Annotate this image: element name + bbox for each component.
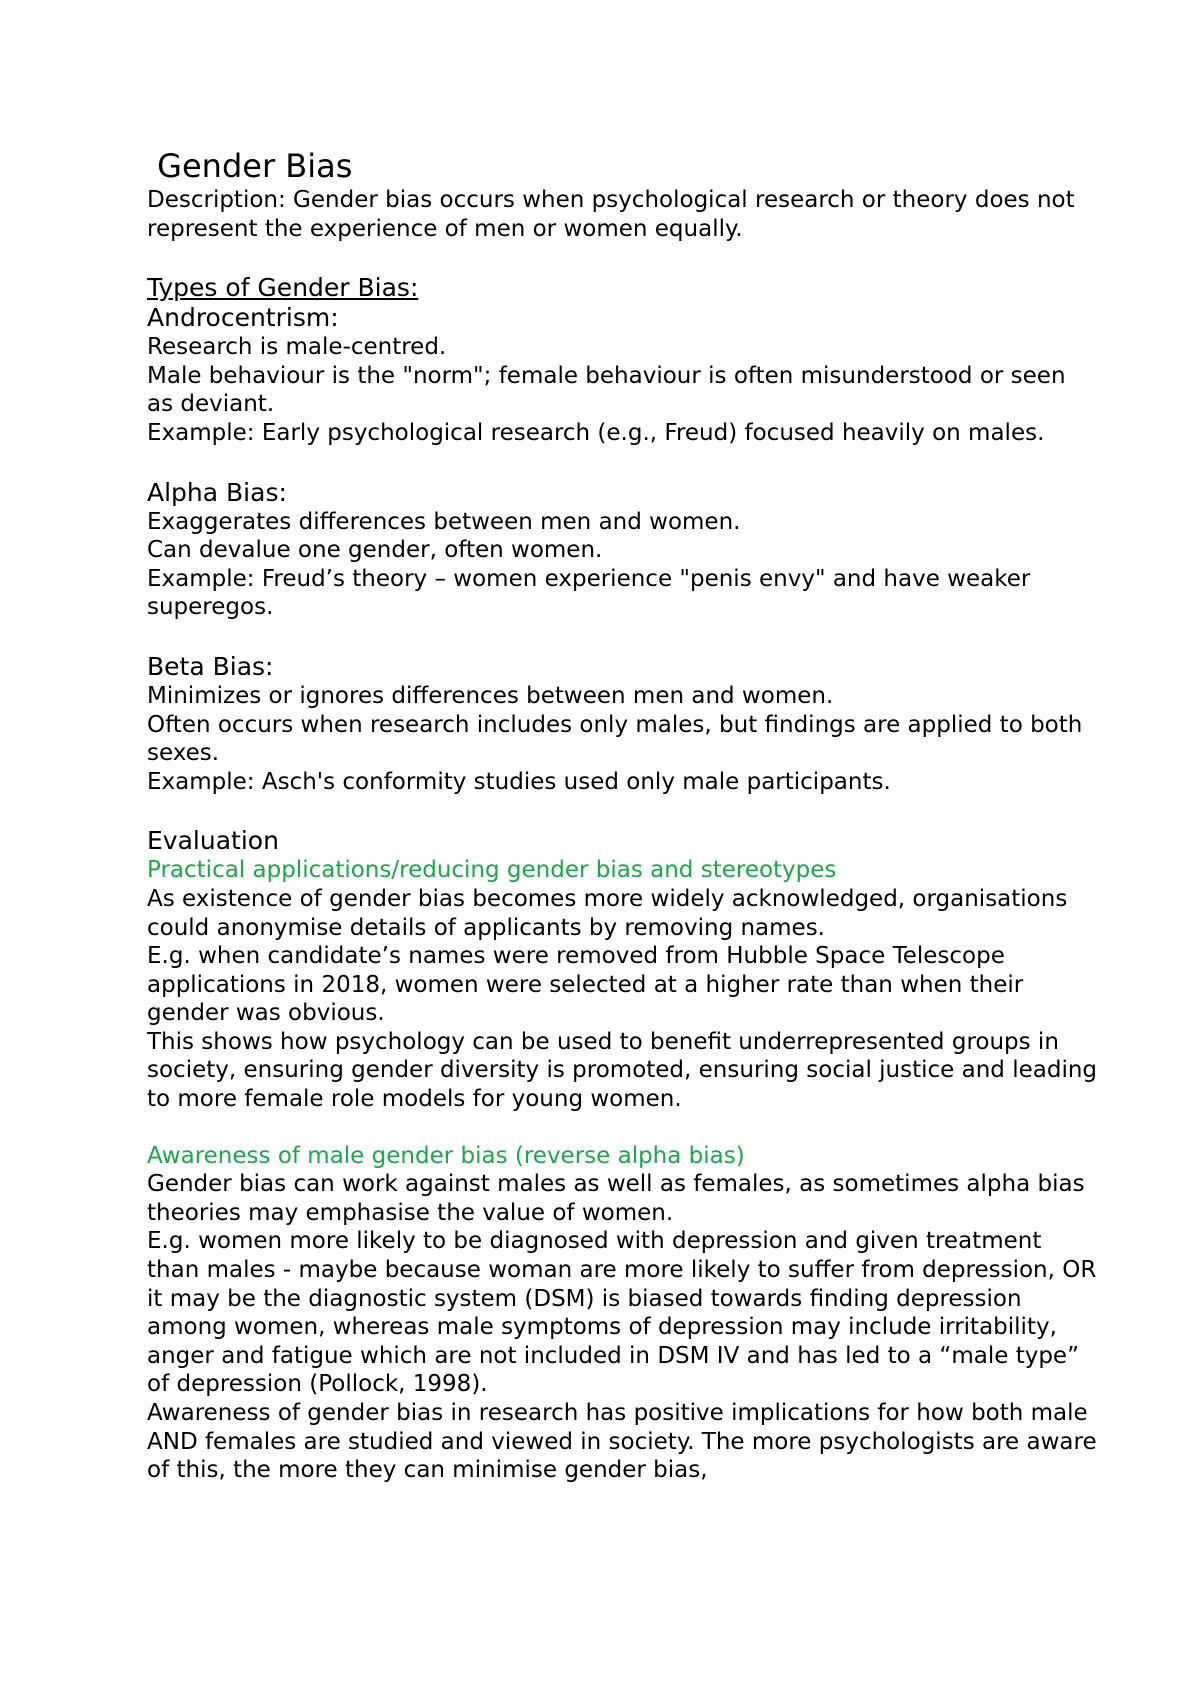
- evaluation-point-line: E.g. when candidate’s names were removed from Hubble Space Telescope applications in 2018, women were selected at a higher rate than when their gender was obvious.: [147, 943, 1024, 1027]
- evaluation-point-line: This shows how psychology can be used to benefit underrepresented groups in society, ensuring gender diversity is promoted, ensuring social justice and leading to more female role models for young women.: [147, 1028, 1098, 1113]
- description-text: Description: Gender bias occurs when psychological research or theory does not represent the experience of men or women equally.: [147, 187, 1075, 242]
- beta-bias-line: Minimizes or ignores differences between men and women.: [147, 682, 834, 709]
- androcentrism-heading: Androcentrism:: [147, 303, 339, 333]
- androcentrism-line: Example: Early psychological research (e.g., Freud) focused heavily on males.: [147, 419, 1045, 446]
- document-title: Gender Bias: [147, 147, 353, 185]
- types-heading: Types of Gender Bias:: [147, 273, 419, 303]
- document-page: [147, 146, 1097, 1485]
- alpha-bias-line: Exaggerates differences between men and women.: [147, 508, 741, 535]
- alpha-bias-line: Example: Freud’s theory – women experience "penis envy" and have weaker superegos.: [147, 565, 1031, 621]
- evaluation-point-line: E.g. women more likely to be diagnosed with depression and given treatment than males - maybe because woman are more likely to suffer from depression, OR it may be the diagnostic system (DSM) is biased towards finding depression among women, whereas male symptoms of depression may include irritability, anger and fatigue which are not included in DSM IV and has led to a “male type” of depression (Pollock, 1998).: [147, 1228, 1097, 1398]
- beta-bias-line: Example: Asch's conformity studies used only male participants.: [147, 768, 891, 795]
- androcentrism-line: Research is male-centred.: [147, 334, 447, 361]
- beta-bias-heading: Beta Bias:: [147, 651, 274, 681]
- androcentrism-line: Male behaviour is the "norm"; female behaviour is often misunderstood or seen as deviant.: [147, 362, 1066, 418]
- evaluation-point-line: Gender bias can work against males as well as females, as sometimes alpha bias theories may emphasise the value of women.: [147, 1171, 1085, 1226]
- evaluation-point-line: As existence of gender bias becomes more widely acknowledged, organisations could anonymise details of applicants by removing names.: [147, 885, 1068, 941]
- evaluation-heading: Evaluation: [147, 826, 279, 856]
- beta-bias-line: Often occurs when research includes only males, but findings are applied to both sexes.: [147, 711, 1083, 767]
- alpha-bias-line: Can devalue one gender, often women.: [147, 537, 603, 564]
- evaluation-point-heading: Awareness of male gender bias (reverse alpha bias): [147, 1142, 745, 1169]
- evaluation-point-line: Awareness of gender bias in research has positive implications for how both male AND females are studied and viewed in society. The more psychologists are aware of this, the more they can minimise gender bias,: [147, 1400, 1097, 1484]
- alpha-bias-heading: Alpha Bias:: [147, 477, 287, 507]
- evaluation-point-heading: Practical applications/reducing gender bias and stereotypes: [147, 857, 837, 884]
